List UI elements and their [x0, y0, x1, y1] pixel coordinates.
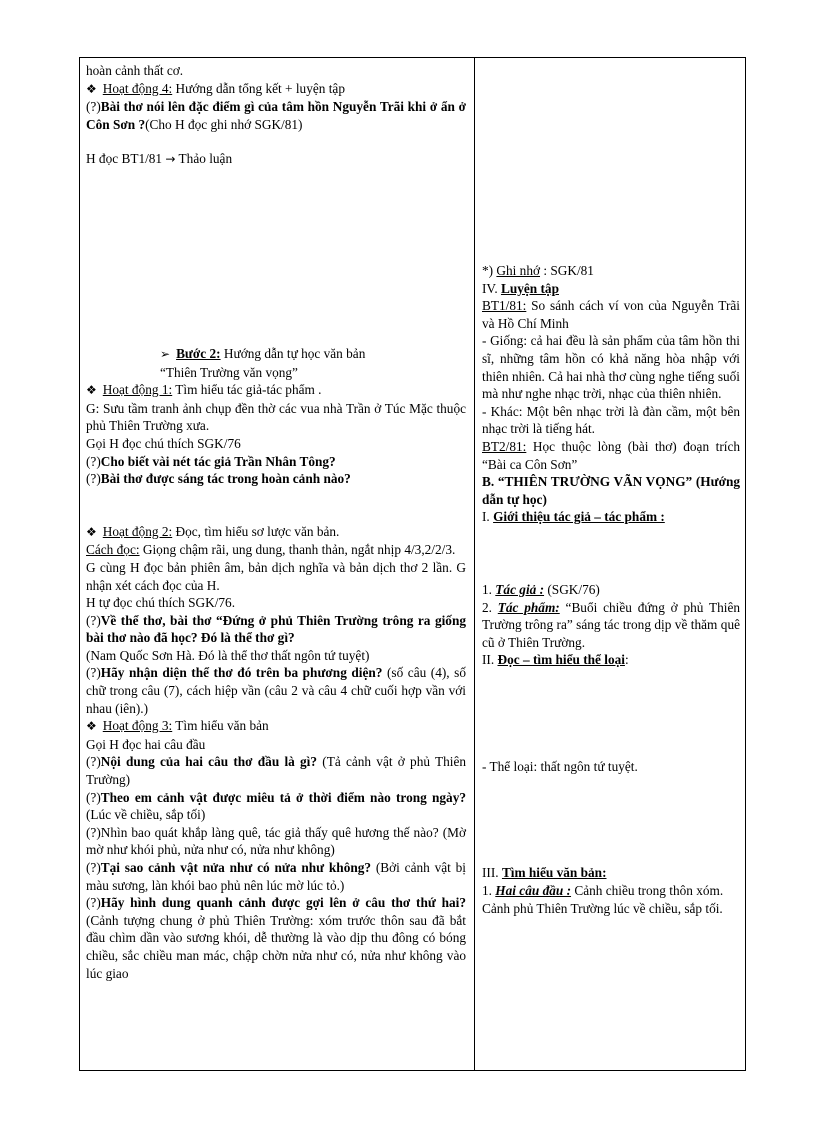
question: (?)Bài thơ được sáng tác trong hoàn cảnh nào? [86, 471, 351, 487]
activity-2-heading: ❖ Hoạt động 2: Đọc, tìm hiểu sơ lược văn bản. [86, 523, 340, 539]
author-line: 1. Tác giả : (SGK/76) [482, 581, 600, 597]
first-two-lines: 1. Hai câu đầu : Cảnh chiều trong thôn xóm. [482, 883, 724, 899]
text-paragraph: G cùng H đọc bản phiên âm, bản dịch nghĩa và bản dịch thơ 2 lần. G nhận xét cách đọc của H. [86, 559, 466, 593]
activity-1-heading: ❖ Hoạt động 1: Tìm hiểu tác giả-tác phẩm . [86, 382, 322, 398]
exercise-1: BT1/81: So sánh cách ví von của Nguyễn Trãi và Hồ Chí Minh [482, 298, 740, 331]
section-i-heading: I. Giới thiệu tác giả – tác phẩm : [482, 509, 665, 525]
difference-text: - Khác: Một bên nhạc trời là đàn cầm, một bên nhạc trời là tiếng hát. [482, 403, 740, 437]
teacher-activities-column [86, 62, 466, 982]
remember-note: *) Ghi nhớ : SGK/81 [482, 263, 594, 278]
part-b-title: B. “THIÊN TRƯỜNG VÃN VỌNG” (Hướng dẫn tự học) [482, 474, 740, 507]
question: (?)Về thể thơ, bài thơ “Đứng ở phủ Thiên Trường trông ra giống bài thơ nào đã học? Đó là thể thơ gì? [86, 612, 466, 646]
activity-4-heading: ❖ Hoạt động 4: Hướng dẫn tổng kết + luyện tập [86, 80, 345, 96]
work-paragraph: 2. Tác phẩm: “Buổi chiều đứng ở phủ Thiên Trường trông ra” sáng tác trong dịp về thăm quê cũ ở Thiên Trường. [482, 599, 741, 650]
question: (?)Bài thơ nói lên đặc điểm gì của tâm hồn Nguyễn Trãi khi ở ẩn ở Côn Sơn ?(Cho H đọc ghi nhớ SGK/81) [86, 99, 466, 132]
question: (?)Hãy hình dung quanh cảnh được gợi lên ở câu thơ thứ hai? (Cảnh tượng chung ở phủ Thiên Trường: xóm trước thôn sau đã bắt đầu chìm dần vào sương khói, dễ thường là vào dịp thu đông có bóng chiều, sắc chiều man mác, chập chờn nửa như có, nửa như không vào lúc giao [86, 895, 466, 981]
lesson-table [79, 57, 746, 1071]
right-arrow-icon: → [165, 152, 176, 167]
diamond-bullet-icon: ❖ [86, 81, 97, 96]
question: (?)Cho biết vài nét tác giả Trần Nhân Tông? [86, 453, 336, 469]
diamond-bullet-icon: ❖ [86, 524, 97, 539]
similarity-text: - Giống: cả hai đều là sản phẩm của tâm hồn thi sĩ, những tâm hồn có khả năng hòa nhập với thiên nhiên. Cả hai nhà thơ cùng nghe tiếng suối mà như nghe nhạc trời, nhạc của thiên nhiên. [482, 333, 740, 402]
text-line: Gọi H đọc hai câu đầu [86, 736, 206, 752]
exercise-2: BT2/81: Học thuộc lòng (bài thơ) đoạn trích “Bài ca Côn Sơn” [482, 438, 740, 472]
answer: (Nam Quốc Sơn Hà. Đó là thể thơ thất ngôn tứ tuyệt) [86, 647, 370, 663]
step-2-heading: ➢ Bước 2: Hướng dẫn tự học văn bản “Thiên Trường văn vọng” [160, 345, 366, 380]
diamond-bullet-icon: ❖ [86, 719, 97, 734]
exercise-discussion: H đọc BT1/81 → Thảo luận [86, 151, 233, 167]
content-column [482, 58, 740, 917]
section-ii-heading: II. Đọc – tìm hiểu thể loại: [482, 652, 629, 668]
text-line: H tự đọc chú thích SGK/76. [86, 595, 236, 611]
genre-line: - Thể loại: thất ngôn tứ tuyệt. [482, 758, 638, 774]
question: (?)Nội dung của hai câu thơ đầu là gì? (Tả cảnh vật ở phủ Thiên Trường) [86, 754, 466, 788]
question: (?)Hãy nhận diện thể thơ đó trên ba phương diện? (số câu (4), số chữ trong câu (7), cách hiệp vần (câu 2 và câu 4 chữ cuối hợp vần với nhau (iên).) [86, 665, 466, 716]
diamond-bullet-icon: ❖ [86, 383, 97, 398]
column-divider [474, 58, 475, 1070]
section-iii-heading: III. Tìm hiểu văn bản: [482, 865, 607, 881]
arrow-bullet-icon: ➢ [160, 346, 171, 361]
text-line: hoàn cảnh thất cơ. [86, 63, 184, 78]
question: (?)Theo em cảnh vật được miêu tả ở thời điểm nào trong ngày? (Lúc về chiều, sắp tối) [86, 789, 466, 823]
question: (?)Nhìn bao quát khắp làng quê, tác giả thấy quê hương thế nào? (Mờ mờ như khói phủ, nửa như có, nửa như không) [86, 824, 466, 858]
question: (?)Tại sao cảnh vật nửa như có nửa như không? (Bởi cảnh vật bị màu sương, làn khói bao phủ nên lúc mờ lúc tỏ.) [86, 860, 466, 893]
scene-description: Cảnh phủ Thiên Trường lúc về chiều, sắp tối. [482, 900, 723, 916]
activity-3-heading: ❖ Hoạt động 3: Tìm hiểu văn bản [86, 718, 269, 734]
text-line: Gọi H đọc chú thích SGK/76 [86, 435, 241, 451]
section-iv-heading: IV. Luyện tập [482, 280, 559, 296]
reading-method: Cách đọc: Giọng chậm rãi, ung dung, thanh thản, ngắt nhịp 4/3,2/2/3. [86, 542, 456, 558]
text-paragraph: G: Sưu tầm tranh ảnh chụp đền thờ các vua nhà Trần ở Túc Mặc thuộc phủ Thiên Trường xưa. [86, 400, 466, 434]
